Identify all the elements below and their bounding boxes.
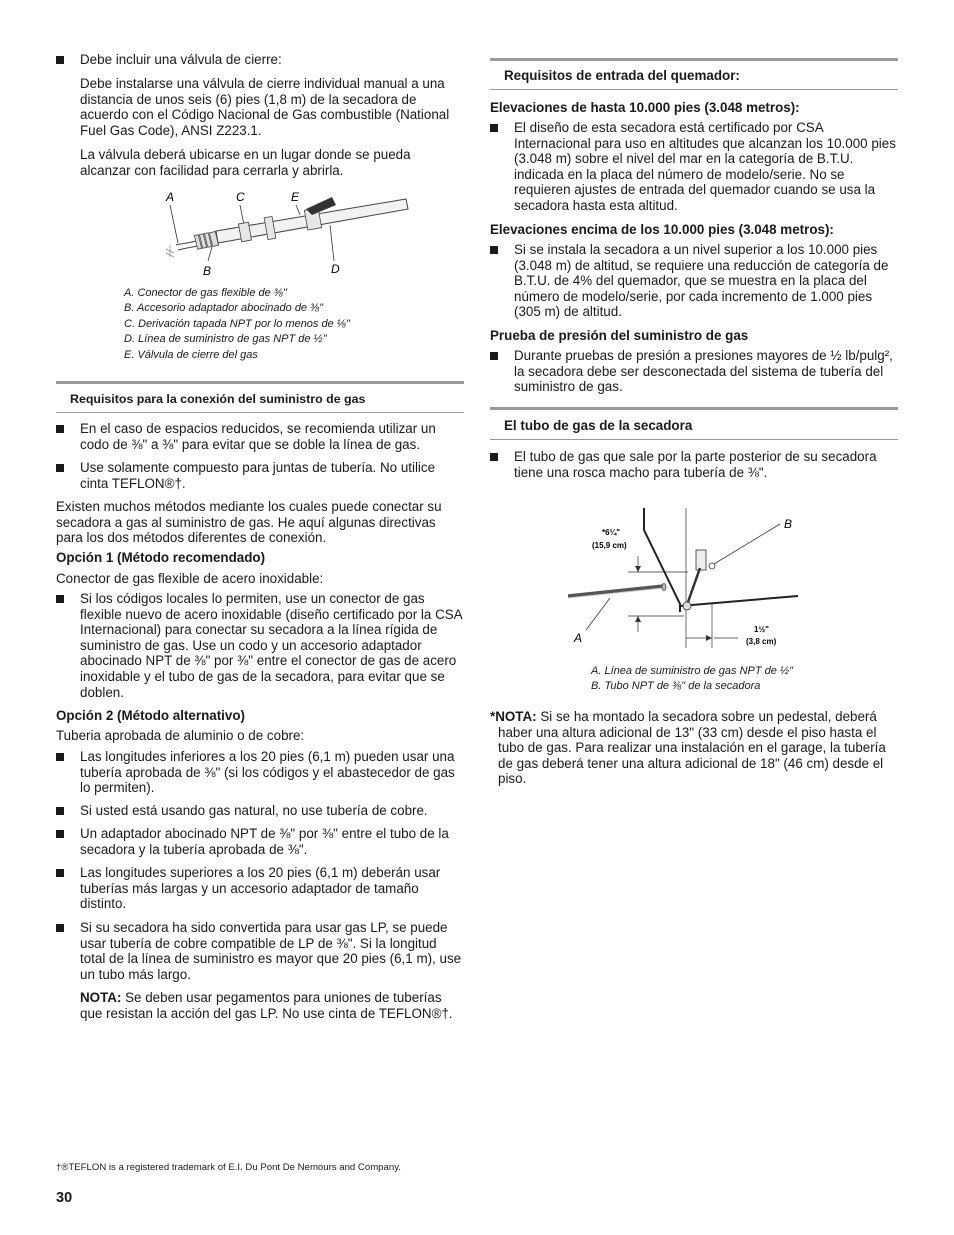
fig2-label-b: B: [784, 517, 793, 531]
fig1-label-c: C: [236, 190, 245, 204]
left-nota-text: Se deben usar pegamentos para uniones de tuberías que resistan la acción del gas LP. No use cinta de TEFLON®†.: [80, 990, 453, 1021]
option2-bullet-2: Si usted está usando gas natural, no use tubería de cobre.: [56, 803, 464, 819]
section-burner-heading: Requisitos de entrada del quemador:: [490, 58, 898, 90]
fig1-caption-b: B. Accesorio adaptador abocinado de ⅜": [124, 302, 324, 315]
fig2-label-a: A: [574, 631, 583, 645]
option1-title: Opción 1 (Método recomendado): [56, 550, 266, 565]
option2-bullet-4: Las longitudes superiores a los 20 pies (6,1 m) deberán usar tuberías más largas y un accesorio adaptador de tamaño distinto.: [56, 865, 464, 912]
left-nota: [56, 990, 464, 1021]
conn-bullet-2: Use solamente compuesto para juntas de tubería. No utilice cinta TEFLON®†.: [56, 460, 464, 491]
option1-bullet: Si los códigos locales lo permiten, use un conector de gas flexible nuevo de acero inoxidable (diseño certificado por la CSA Internacional) para conectar su secadora a la línea rígida de suministro de gas. Use un codo y un accesorio adaptador abocinado NPT de ⅜" por ⅜" entre el conector de gas de acero inoxidable y el tubo de gas de la secadora, para evitar que se doblen.: [56, 591, 464, 700]
elev-below-bullet: El diseño de esta secadora está certificado por CSA Internacional para uso en altitudes que alcanzan los 10.000 pies (3.048 m) sobre el nivel del mar en la categoría de B.T.U. indicada en la placa del número de modelo/serie. No se requieren ajustes de entrada del quemador cuando se usa la secadora hasta esta altitud.: [490, 120, 898, 214]
fig2-caption-b: B. Tubo NPT de ⅜" de la secadora: [591, 680, 761, 693]
fig2-dim1-line2: (15,9 cm): [592, 541, 627, 550]
fig1-label-a: A: [166, 190, 175, 204]
fig1-label-e: E: [291, 190, 300, 204]
shutoff-para2: La válvula deberá ubicarse en un lugar donde se pueda alcanzar con facilidad para cerrarla y abrirla.: [80, 147, 411, 178]
fig1-captions: [124, 286, 350, 363]
fig2-caption-a: A. Línea de suministro de gas NPT de ½": [591, 665, 794, 677]
page-number: 30: [56, 1190, 73, 1206]
right-nota-text: Si se ha montado la secadora sobre un pedestal, deberá haber una altura adicional de 13" (33 cm) desde el piso hasta el tubo de gas. Para realizar una instalación en el garage, la tubería de gas deberá tener una altura adicional de 18" (46 cm) desde el piso.: [498, 709, 886, 787]
section-connection-heading: Requisitos para la conexión del suministro de gas: [56, 381, 464, 413]
shutoff-valve-figure: [156, 185, 426, 280]
elev-above-title: Elevaciones encima de los 10.000 pies (3.048 metros):: [490, 222, 834, 237]
option2-subtitle: Tuberia aprobada de aluminio o de cobre:: [56, 728, 305, 743]
fig1-caption-e: E. Válvula de cierre del gas: [124, 348, 258, 361]
fig2-captions: [591, 664, 793, 695]
shutoff-para1: Debe instalarse una válvula de cierre individual manual a una distancia de unos seis (6) pies (1,8 m) de la secadora de acuerdo con el Código Nacional de Gas combustible (National Fuel Gas Code), ANSI Z223.1.: [80, 76, 450, 138]
section-tube-heading: El tubo de gas de la secadora: [490, 407, 898, 440]
shutoff-bullet: Debe incluir una válvula de cierre:: [56, 52, 464, 68]
fig2-dim1-line1: *6¼": [602, 528, 621, 537]
pressure-bullet: Durante pruebas de presión a presiones mayores de ½ lb/pulg², la secadora debe ser desconectada del sistema de tubería del suministro de gas.: [490, 348, 898, 395]
fig2-dim2-line1: 1½": [754, 625, 769, 634]
option2-bullet-1: Las longitudes inferiores a los 20 pies (6,1 m) pueden usar una tubería aprobada de ⅜" (si los códigos y el abastecedor de gas lo permiten).: [56, 749, 464, 796]
trademark-footnote: †®TEFLON is a registered trademark of E.I. Du Pont De Nemours and Company.: [56, 1162, 401, 1173]
tube-bullet: El tubo de gas que sale por la parte posterior de su secadora tiene una rosca macho para tubería de ⅜".: [490, 449, 898, 480]
option2-title: Opción 2 (Método alternativo): [56, 708, 245, 723]
fig1-label-d: D: [331, 262, 340, 276]
left-nota-label: NOTA:: [80, 990, 122, 1005]
option1-subtitle: Conector de gas flexible de acero inoxidable:: [56, 571, 324, 586]
fig1-caption-a: A. Conector de gas flexible de ⅜": [124, 287, 287, 299]
fig1-label-b: B: [203, 264, 212, 278]
conn-bullet-1: En el caso de espacios reducidos, se recomienda utilizar un codo de ⅜" a ⅜" para evitar que se doble la línea de gas.: [56, 421, 464, 452]
right-nota-label: *NOTA:: [490, 709, 537, 724]
elev-below-title: Elevaciones de hasta 10.000 pies (3.048 metros):: [490, 100, 800, 115]
option2-bullet-5: Si su secadora ha sido convertida para usar gas LP, se puede usar tubería de cobre compatible de LP de ⅜". Si la longitud total de la línea de suministro es mayor que 20 pies (6,1 m), use un tubo más largo.: [56, 920, 464, 982]
dryer-gas-tube-figure: [568, 508, 828, 658]
option2-bullet-3: Un adaptador abocinado NPT de ⅜" por ⅜" entre el tubo de la secadora y la tubería aprobada de ⅜".: [56, 826, 464, 857]
right-nota: [490, 709, 898, 787]
fig2-dim2-line2: (3,8 cm): [746, 637, 777, 646]
pressure-title: Prueba de presión del suministro de gas: [490, 328, 749, 343]
fig1-caption-d: D. Línea de suministro de gas NPT de ½": [124, 333, 327, 346]
methods-para: Existen muchos métodos mediante los cuales puede conectar su secadora a gas al suministro de gas. He aquí algunas directivas para los dos métodos diferentes de conexión.: [56, 499, 442, 546]
fig1-caption-c: C. Derivación tapada NPT por lo menos de ⅛": [124, 317, 350, 330]
elev-above-bullet: Si se instala la secadora a un nivel superior a los 10.000 pies (3.048 m) de altitud, se requiere una reducción de categoría de B.T.U. de 4% del quemador, que se muestra en la placa del número de modelo/serie, por cada incremento de 1.000 pies (305 m) de altitud.: [490, 242, 898, 320]
